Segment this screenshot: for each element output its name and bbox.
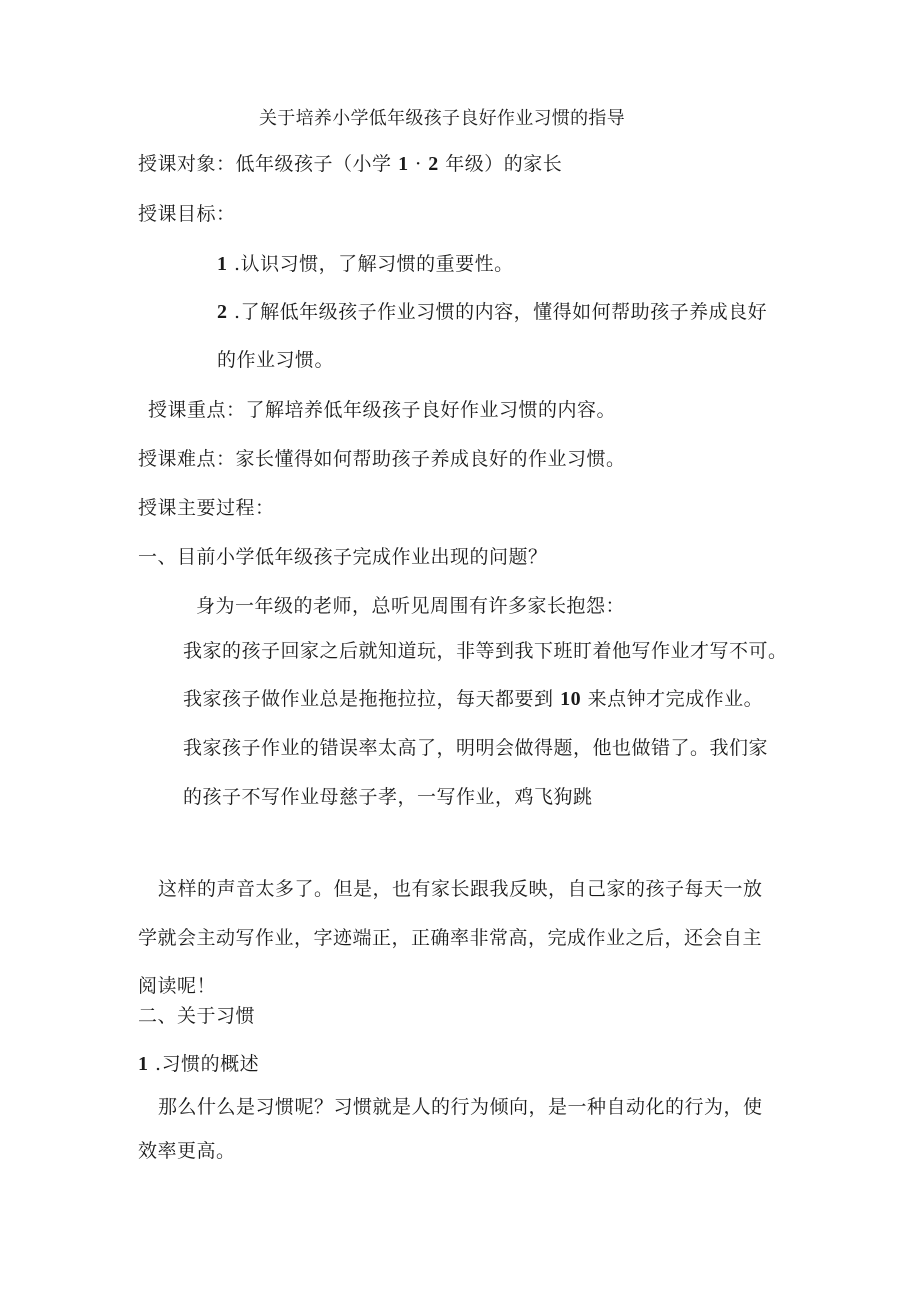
- audience-suffix: 年级）的家长: [445, 153, 563, 175]
- complaint-2: [183, 687, 763, 711]
- goal-2-continuation: 的作业习惯。: [217, 349, 335, 371]
- complaint-2-prefix: 我家孩子做作业总是拖拖拉拉，每天都要到: [183, 688, 554, 710]
- section-1-heading: 一、目前小学低年级孩子完成作业出现的问题？: [138, 546, 548, 568]
- section-1-intro: 身为一年级的老师，总听见周围有许多家长抱怨：: [196, 595, 626, 617]
- paragraph-1-line-2: 学就会主动写作业，字迹端正，正确率非常高，完成作业之后，还会自主: [138, 927, 763, 949]
- section-2-heading: 二、关于习惯: [138, 1005, 256, 1027]
- subsection-1-number: 1: [138, 1053, 149, 1075]
- complaint-2-hour: 10: [560, 688, 582, 710]
- goal-1-number: 1: [217, 253, 228, 275]
- goals-label: 授课目标：: [138, 203, 236, 225]
- goal-1-text: .认识习惯，了解习惯的重要性。: [234, 253, 514, 275]
- subsection-1: [138, 1052, 259, 1076]
- complaint-2-suffix: 来点钟才完成作业。: [587, 688, 764, 710]
- complaint-3-line-2: 的孩子不写作业母慈子孝，一写作业，鸡飞狗跳: [183, 786, 593, 808]
- complaint-3-line-1: 我家孩子作业的错误率太高了，明明会做得题，他也做错了。我们家: [183, 737, 769, 759]
- goal-1: [217, 252, 514, 276]
- process-label: 授课主要过程：: [138, 497, 275, 519]
- difficulty-line: 授课难点：家长懂得如何帮助孩子养成良好的作业习惯。: [138, 448, 626, 470]
- goal-2-text: .了解低年级孩子作业习惯的内容，懂得如何帮助孩子养成良好: [234, 301, 768, 323]
- audience-line: [138, 152, 562, 176]
- audience-grade-end: 2: [428, 153, 439, 175]
- document-title: 关于培养小学低年级孩子良好作业习惯的指导: [259, 108, 625, 129]
- audience-grade-start: 1: [398, 153, 409, 175]
- audience-prefix: 授课对象：低年级孩子（小学: [138, 153, 392, 175]
- audience-separator: ·: [415, 153, 422, 175]
- section-2-paragraph-line-2: 效率更高。: [138, 1140, 236, 1162]
- section-2-paragraph-line-1: 那么什么是习惯呢？习惯就是人的行为倾向，是一种自动化的行为，使: [158, 1096, 763, 1118]
- goal-2-number: 2: [217, 301, 228, 323]
- focus-line: 授课重点：了解培养低年级孩子良好作业习惯的内容。: [148, 399, 617, 421]
- complaint-1: 我家的孩子回家之后就知道玩，非等到我下班盯着他写作业才写不可。: [183, 640, 788, 662]
- paragraph-1-line-3: 阅读呢！: [138, 975, 217, 997]
- subsection-1-title: .习惯的概述: [155, 1053, 260, 1075]
- paragraph-1-line-1: 这样的声音太多了。但是，也有家长跟我反映，自己家的孩子每天一放: [158, 878, 763, 900]
- goal-2: [217, 300, 767, 324]
